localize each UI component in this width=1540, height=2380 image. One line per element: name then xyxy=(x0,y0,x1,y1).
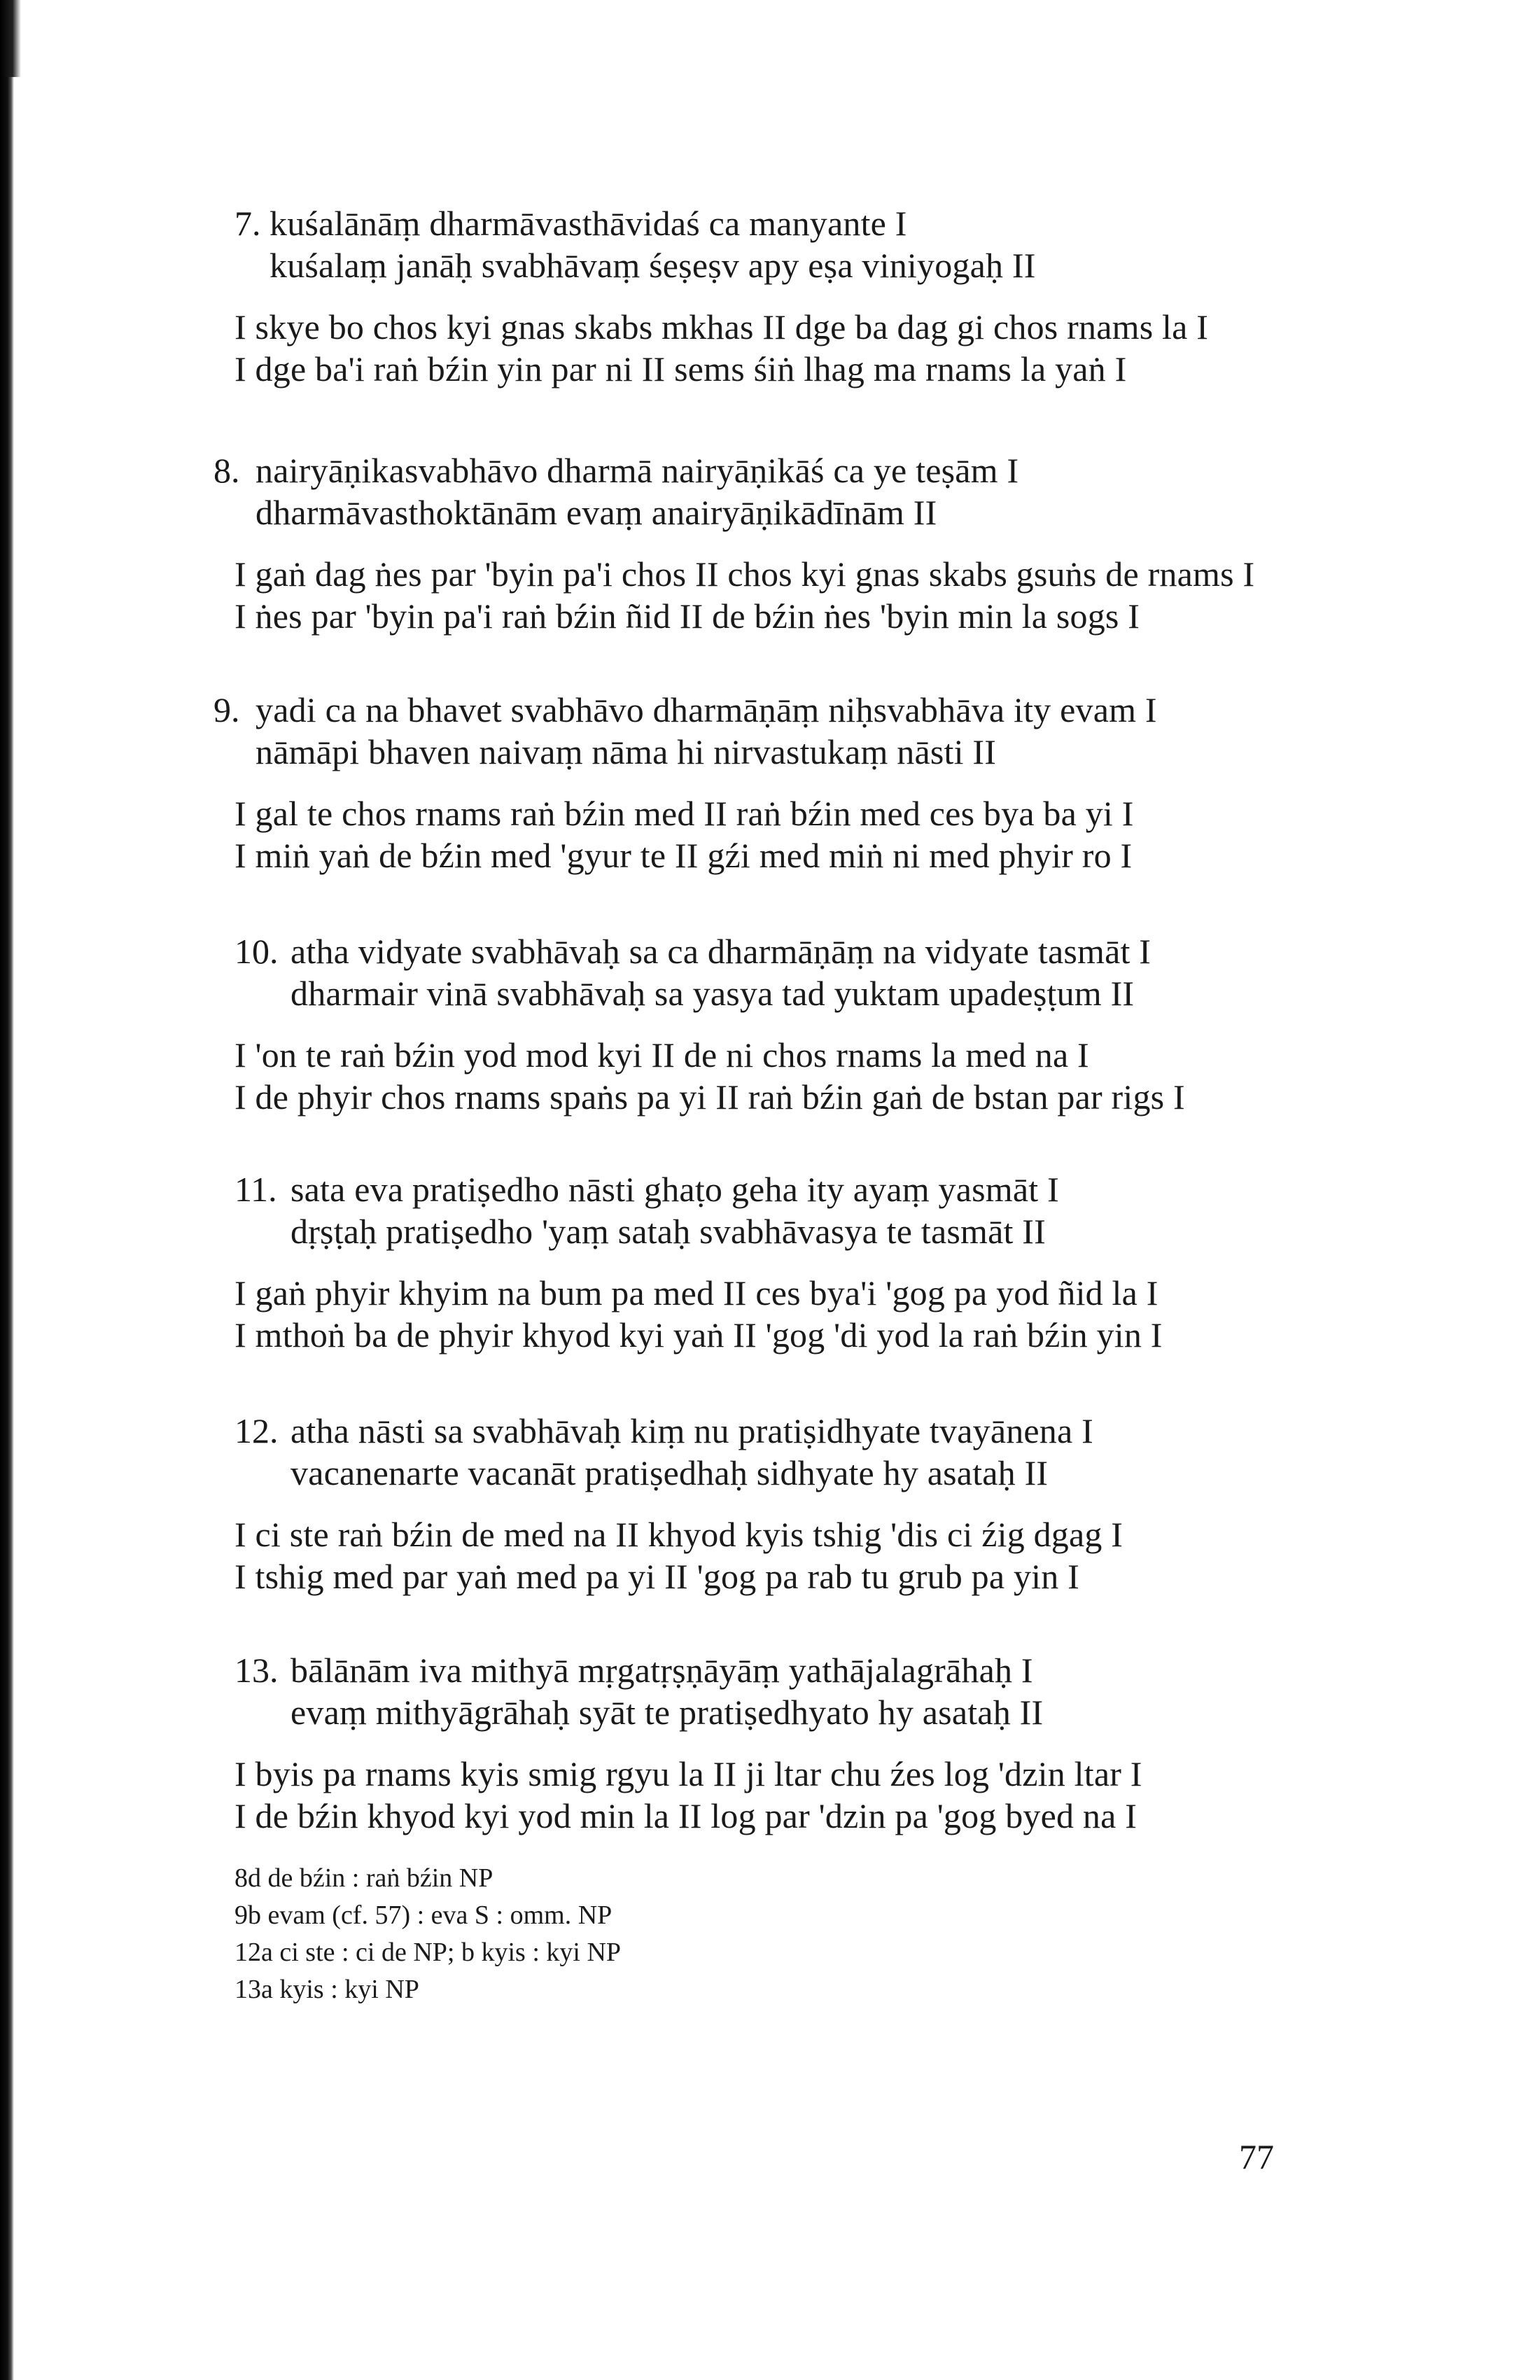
tibetan-line: I gaṅ dag ṅes par 'byin pa'i chos II chos kyi gnas skabs gsuṅs de rnams I xyxy=(234,554,1255,594)
verse-number: 7. xyxy=(234,204,261,243)
sanskrit-line: nāmāpi bhaven naivaṃ nāma hi nirvastukaṃ nāsti II xyxy=(255,732,997,771)
footnote: 9b evam (cf. 57) : eva S : omm. NP xyxy=(234,1900,612,1930)
sanskrit-line: atha vidyate svabhāvaḥ sa ca dharmāṇāṃ na vidyate tasmāt I xyxy=(290,932,1152,971)
tibetan-line: I 'on te raṅ bźin yod mod kyi II de ni chos rnams la med na I xyxy=(234,1035,1089,1074)
tibetan-line: I gaṅ phyir khyim na bum pa med II ces bya'i 'gog pa yod ñid la I xyxy=(234,1273,1158,1312)
sanskrit-line: bālānām iva mithyā mṛgatṛṣṇāyāṃ yathājalagrāhaḥ I xyxy=(290,1651,1033,1690)
footnote: 13a kyis : kyi NP xyxy=(234,1975,419,2004)
tibetan-line: I dge ba'i raṅ bźin yin par ni II sems śiṅ lhag ma rnams la yaṅ I xyxy=(234,349,1127,388)
binding-shadow-top xyxy=(0,0,21,77)
sanskrit-line: dharmair vinā svabhāvaḥ sa yasya tad yuktam upadeṣṭum II xyxy=(290,974,1135,1013)
sanskrit-line: dṛṣṭaḥ pratiṣedho 'yaṃ sataḥ svabhāvasya te tasmāt II xyxy=(290,1212,1046,1251)
binding-shadow xyxy=(0,0,14,2380)
tibetan-line: I de bźin khyod kyi yod min la II log par 'dzin pa 'gog byed na I xyxy=(234,1796,1138,1835)
sanskrit-line: kuśalānāṃ dharmāvasthāvidaś ca manyante I xyxy=(270,204,907,243)
tibetan-line: I gal te chos rnams raṅ bźin med II raṅ bźin med ces bya ba yi I xyxy=(234,794,1134,833)
tibetan-line: I ṅes par 'byin pa'i raṅ bźin ñid II de bźin ṅes 'byin min la sogs I xyxy=(234,596,1140,636)
verse-number: 8. xyxy=(214,451,240,490)
verse-number: 10. xyxy=(234,932,279,971)
tibetan-line: I ci ste raṅ bźin de med na II khyod kyis tshig 'dis ci źig dgag I xyxy=(234,1515,1124,1554)
footnote: 12a ci ste : ci de NP; b kyis : kyi NP xyxy=(234,1938,622,1967)
verse-number: 12. xyxy=(234,1411,279,1450)
verse-number: 9. xyxy=(214,690,240,729)
verse-number: 13. xyxy=(234,1651,279,1690)
sanskrit-line: yadi ca na bhavet svabhāvo dharmāṇāṃ niḥsvabhāva ity evam I xyxy=(255,690,1157,729)
tibetan-line: I de phyir chos rnams spaṅs pa yi II raṅ bźin gaṅ de bstan par rigs I xyxy=(234,1077,1185,1116)
tibetan-line: I skye bo chos kyi gnas skabs mkhas II dge ba dag gi chos rnams la I xyxy=(234,307,1209,346)
sanskrit-line: kuśalaṃ janāḥ svabhāvaṃ śeṣeṣv apy eṣa viniyogaḥ II xyxy=(270,246,1036,285)
tibetan-line: I mthoṅ ba de phyir khyod kyi yaṅ II 'gog 'di yod la raṅ bźin yin I xyxy=(234,1315,1163,1354)
sanskrit-line: sata eva pratiṣedho nāsti ghaṭo geha ity ayaṃ yasmāt I xyxy=(290,1170,1059,1209)
verse-number: 11. xyxy=(234,1170,277,1209)
page-number: 77 xyxy=(1239,2137,1274,2176)
tibetan-line: I miṅ yaṅ de bźin med 'gyur te II gźi med miṅ ni med phyir ro I xyxy=(234,836,1133,875)
tibetan-line: I tshig med par yaṅ med pa yi II 'gog pa rab tu grub pa yin I xyxy=(234,1557,1079,1596)
sanskrit-line: nairyāṇikasvabhāvo dharmā nairyāṇikāś ca ye teṣām I xyxy=(255,451,1019,490)
sanskrit-line: vacanenarte vacanāt pratiṣedhaḥ sidhyate hy asataḥ II xyxy=(290,1453,1049,1492)
sanskrit-line: atha nāsti sa svabhāvaḥ kiṃ nu pratiṣidhyate tvayānena I xyxy=(290,1411,1093,1450)
footnote: 8d de bźin : raṅ bźin NP xyxy=(234,1863,493,1893)
sanskrit-line: dharmāvasthoktānām evaṃ anairyāṇikādīnām II xyxy=(255,493,937,532)
sanskrit-line: evaṃ mithyāgrāhaḥ syāt te pratiṣedhyato hy asataḥ II xyxy=(290,1693,1044,1732)
tibetan-line: I byis pa rnams kyis smig rgyu la II ji ltar chu źes log 'dzin ltar I xyxy=(234,1754,1142,1793)
